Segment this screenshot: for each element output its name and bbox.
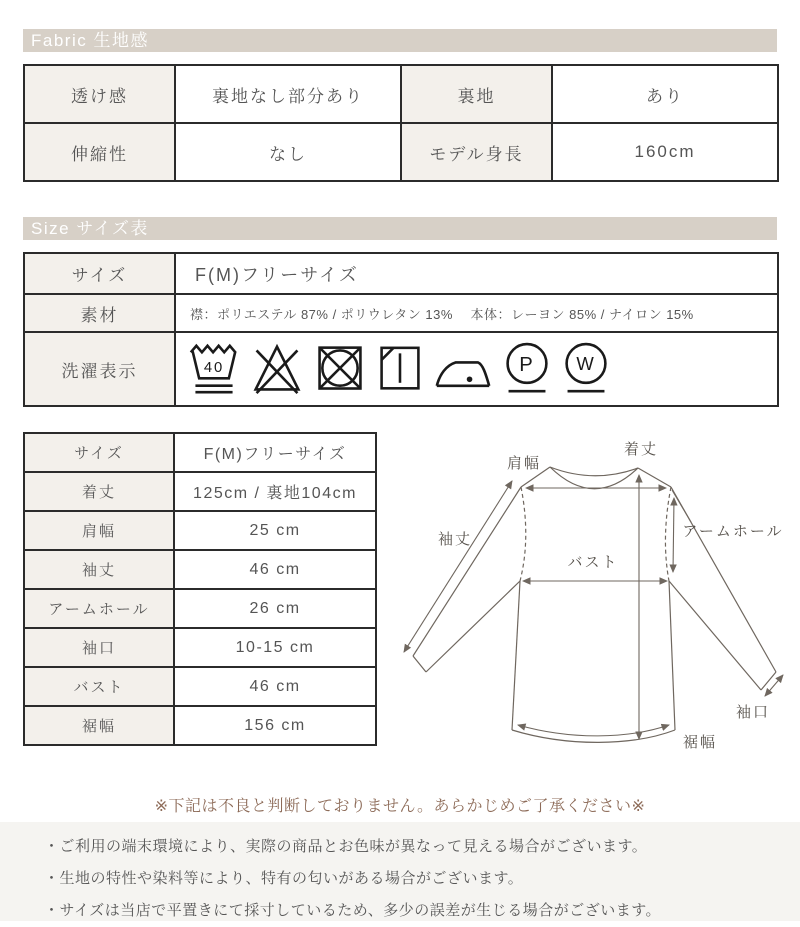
meas-label-hem: 裾幅 xyxy=(24,706,174,745)
meas-value-length: 125cm / 裏地104cm xyxy=(174,472,376,511)
meas-value-hem: 156 cm xyxy=(174,706,376,745)
diagram-label-shoulder: 肩幅 xyxy=(506,455,542,472)
wash-40-very-gentle-icon xyxy=(188,339,240,399)
iron-low-one-dot-icon xyxy=(434,339,492,399)
garment-outline xyxy=(413,467,776,742)
measurement-arrows xyxy=(404,475,783,739)
table-row xyxy=(24,667,376,706)
svg-text:P: P xyxy=(519,353,535,376)
svg-text:W: W xyxy=(576,352,596,374)
material-value: 襟：ポリエステル 87% / ポリウレタン 13% 本体：レーヨン 85% / ナイロン 15% xyxy=(175,294,778,332)
no-bleach-icon xyxy=(251,339,303,399)
meas-label-length: 着丈 xyxy=(24,472,174,511)
diagram-label-cuff: 袖口 xyxy=(735,704,771,721)
fabric-value-stretch: なし xyxy=(175,123,401,181)
size-section-header: Size サイズ表 xyxy=(23,217,777,240)
fabric-value-model-height: 160cm xyxy=(552,123,778,181)
note-device-color: ・ご利用の端末環境により、実際の商品とお色味が異なって見える場合がございます。 xyxy=(44,838,648,855)
defect-notice-heading: ※下記は不良と判断しておりません。あらかじめご了承ください※ xyxy=(154,798,646,815)
svg-text:40: 40 xyxy=(203,359,225,376)
table-row xyxy=(24,433,376,472)
material-label: 素材 xyxy=(24,294,175,332)
diagram-label-sleeve: 袖丈 xyxy=(437,531,473,548)
wet-clean-W-gentle-icon xyxy=(562,339,610,399)
garment-measurement-diagram xyxy=(393,434,793,769)
table-row xyxy=(24,123,778,181)
notes-box xyxy=(0,822,800,921)
measurements-table xyxy=(23,432,377,746)
fabric-label-model-height: モデル身長 xyxy=(401,123,552,181)
dry-clean-P-gentle-icon xyxy=(503,339,551,399)
fabric-section-header: Fabric 生地感 xyxy=(23,29,777,52)
size-label: サイズ xyxy=(24,253,175,294)
measurement-section xyxy=(23,432,784,769)
fabric-table xyxy=(23,64,779,182)
table-row xyxy=(24,628,376,667)
care-label: 洗濯表示 xyxy=(24,332,175,406)
fabric-value-sheerness: 裏地なし部分あり xyxy=(175,65,401,123)
table-row xyxy=(24,550,376,589)
meas-label-sleeve: 袖丈 xyxy=(24,550,174,589)
size-value: F(M)フリーサイズ xyxy=(175,253,778,294)
size-info-table xyxy=(23,252,779,407)
meas-value-bust: 46 cm xyxy=(174,667,376,706)
table-row xyxy=(24,294,778,332)
table-row xyxy=(24,253,778,294)
no-tumble-dry-icon xyxy=(314,339,366,399)
fabric-label-sheerness: 透け感 xyxy=(24,65,175,123)
table-row xyxy=(24,332,778,406)
table-row xyxy=(24,65,778,123)
table-row xyxy=(24,706,376,745)
meas-label-cuff: 袖口 xyxy=(24,628,174,667)
care-symbols-row xyxy=(188,339,777,399)
meas-value-cuff: 10-15 cm xyxy=(174,628,376,667)
diagram-label-bust: バスト xyxy=(567,554,619,571)
diagram-label-armhole: アームホール xyxy=(682,523,784,540)
meas-value-armhole: 26 cm xyxy=(174,589,376,628)
note-size-tolerance: ・サイズは当店で平置きにて採寸しているため、多少の誤差が生じる場合がございます。 xyxy=(44,902,662,919)
meas-label-bust: バスト xyxy=(24,667,174,706)
fabric-label-lining: 裏地 xyxy=(401,65,552,123)
diagram-label-length: 着丈 xyxy=(623,441,659,458)
table-row xyxy=(24,511,376,550)
meas-value-sleeve: 46 cm xyxy=(174,550,376,589)
diagram-label-hem: 裾幅 xyxy=(682,734,718,751)
fabric-value-lining: あり xyxy=(552,65,778,123)
table-row xyxy=(24,589,376,628)
meas-label-armhole: アームホール xyxy=(24,589,174,628)
line-dry-in-shade-icon xyxy=(377,339,423,399)
meas-header-label: サイズ xyxy=(24,433,174,472)
meas-header-value: F(M)フリーサイズ xyxy=(174,433,376,472)
fabric-label-stretch: 伸縮性 xyxy=(24,123,175,181)
note-fabric-smell: ・生地の特性や染料等により、特有の匂いがある場合がございます。 xyxy=(44,870,524,887)
meas-label-shoulder: 肩幅 xyxy=(24,511,174,550)
table-row xyxy=(24,472,376,511)
meas-value-shoulder: 25 cm xyxy=(174,511,376,550)
